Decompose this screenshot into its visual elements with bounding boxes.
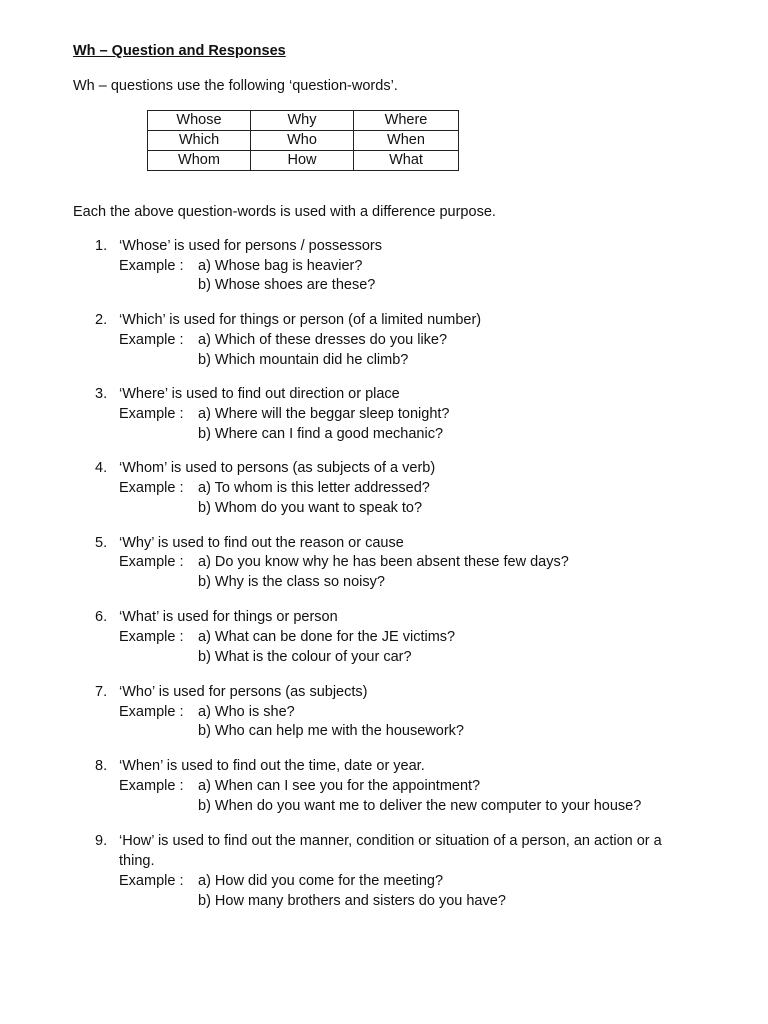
document-title: Wh – Question and Responses: [73, 43, 286, 59]
item-number: 1.: [95, 238, 108, 254]
item-heading: ‘Why’ is used to find out the reason or cause: [119, 535, 404, 551]
table-cell: Whose: [148, 111, 251, 131]
table-row: [148, 111, 459, 131]
example-a: a) What can be done for the JE victims?: [198, 629, 456, 645]
table-cell: How: [251, 151, 354, 171]
table-cell: Where: [354, 111, 459, 131]
example-a: a) Where will the beggar sleep tonight?: [198, 406, 450, 422]
example-b: b) Whose shoes are these?: [198, 277, 376, 293]
purpose-text: Each the above question-words is used with a difference purpose.: [73, 204, 496, 220]
example-label: Example :: [119, 480, 184, 496]
item-number: 2.: [95, 312, 108, 328]
item-heading: ‘When’ is used to find out the time, date or year.: [119, 758, 425, 774]
example-a: a) Whose bag is heavier?: [198, 258, 363, 274]
item-number: 8.: [95, 758, 108, 774]
table-cell: Which: [148, 131, 251, 151]
item-number: 7.: [95, 684, 108, 700]
table-cell: Whom: [148, 151, 251, 171]
example-label: Example :: [119, 554, 184, 570]
item-heading: ‘Whose’ is used for persons / possessors: [119, 238, 382, 254]
example-b: b) Whom do you want to speak to?: [198, 500, 423, 516]
item-number: 3.: [95, 386, 108, 402]
item-number: 4.: [95, 460, 108, 476]
example-b: b) Who can help me with the housework?: [198, 723, 464, 739]
example-b: b) Where can I find a good mechanic?: [198, 426, 444, 442]
example-a: a) Who is she?: [198, 704, 295, 720]
item-heading: ‘Where’ is used to find out direction or place: [119, 386, 400, 402]
example-a: a) Which of these dresses do you like?: [198, 332, 448, 348]
table-row: [148, 151, 459, 171]
example-label: Example :: [119, 629, 184, 645]
item-number: 6.: [95, 609, 108, 625]
table-cell: What: [354, 151, 459, 171]
example-b: b) Which mountain did he climb?: [198, 352, 409, 368]
example-a: a) Do you know why he has been absent these few days?: [198, 554, 569, 570]
example-b: b) When do you want me to deliver the new computer to your house?: [198, 798, 642, 814]
item-heading: ‘How’ is used to find out the manner, condition or situation of a person, an action or a thing.: [119, 833, 662, 869]
item-number: 9.: [95, 833, 108, 849]
item-heading: ‘Which’ is used for things or person (of a limited number): [119, 312, 482, 328]
intro-text: Wh – questions use the following ‘question-words’.: [73, 78, 398, 94]
example-label: Example :: [119, 873, 184, 889]
item-number: 5.: [95, 535, 108, 551]
example-label: Example :: [119, 332, 184, 348]
example-label: Example :: [119, 704, 184, 720]
item-heading: ‘What’ is used for things or person: [119, 609, 338, 625]
example-label: Example :: [119, 778, 184, 794]
example-b: b) What is the colour of your car?: [198, 649, 412, 665]
table-cell: Why: [251, 111, 354, 131]
table-row: [148, 131, 459, 151]
table-cell: Who: [251, 131, 354, 151]
question-words-table: [147, 110, 459, 171]
item-heading: ‘Whom’ is used to persons (as subjects of a verb): [119, 460, 436, 476]
example-label: Example :: [119, 406, 184, 422]
example-a: a) When can I see you for the appointment?: [198, 778, 481, 794]
example-a: a) To whom is this letter addressed?: [198, 480, 430, 496]
table-cell: When: [354, 131, 459, 151]
example-a: a) How did you come for the meeting?: [198, 873, 444, 889]
example-b: b) Why is the class so noisy?: [198, 574, 385, 590]
item-heading: ‘Who’ is used for persons (as subjects): [119, 684, 368, 700]
example-b: b) How many brothers and sisters do you have?: [198, 893, 506, 909]
example-label: Example :: [119, 258, 184, 274]
